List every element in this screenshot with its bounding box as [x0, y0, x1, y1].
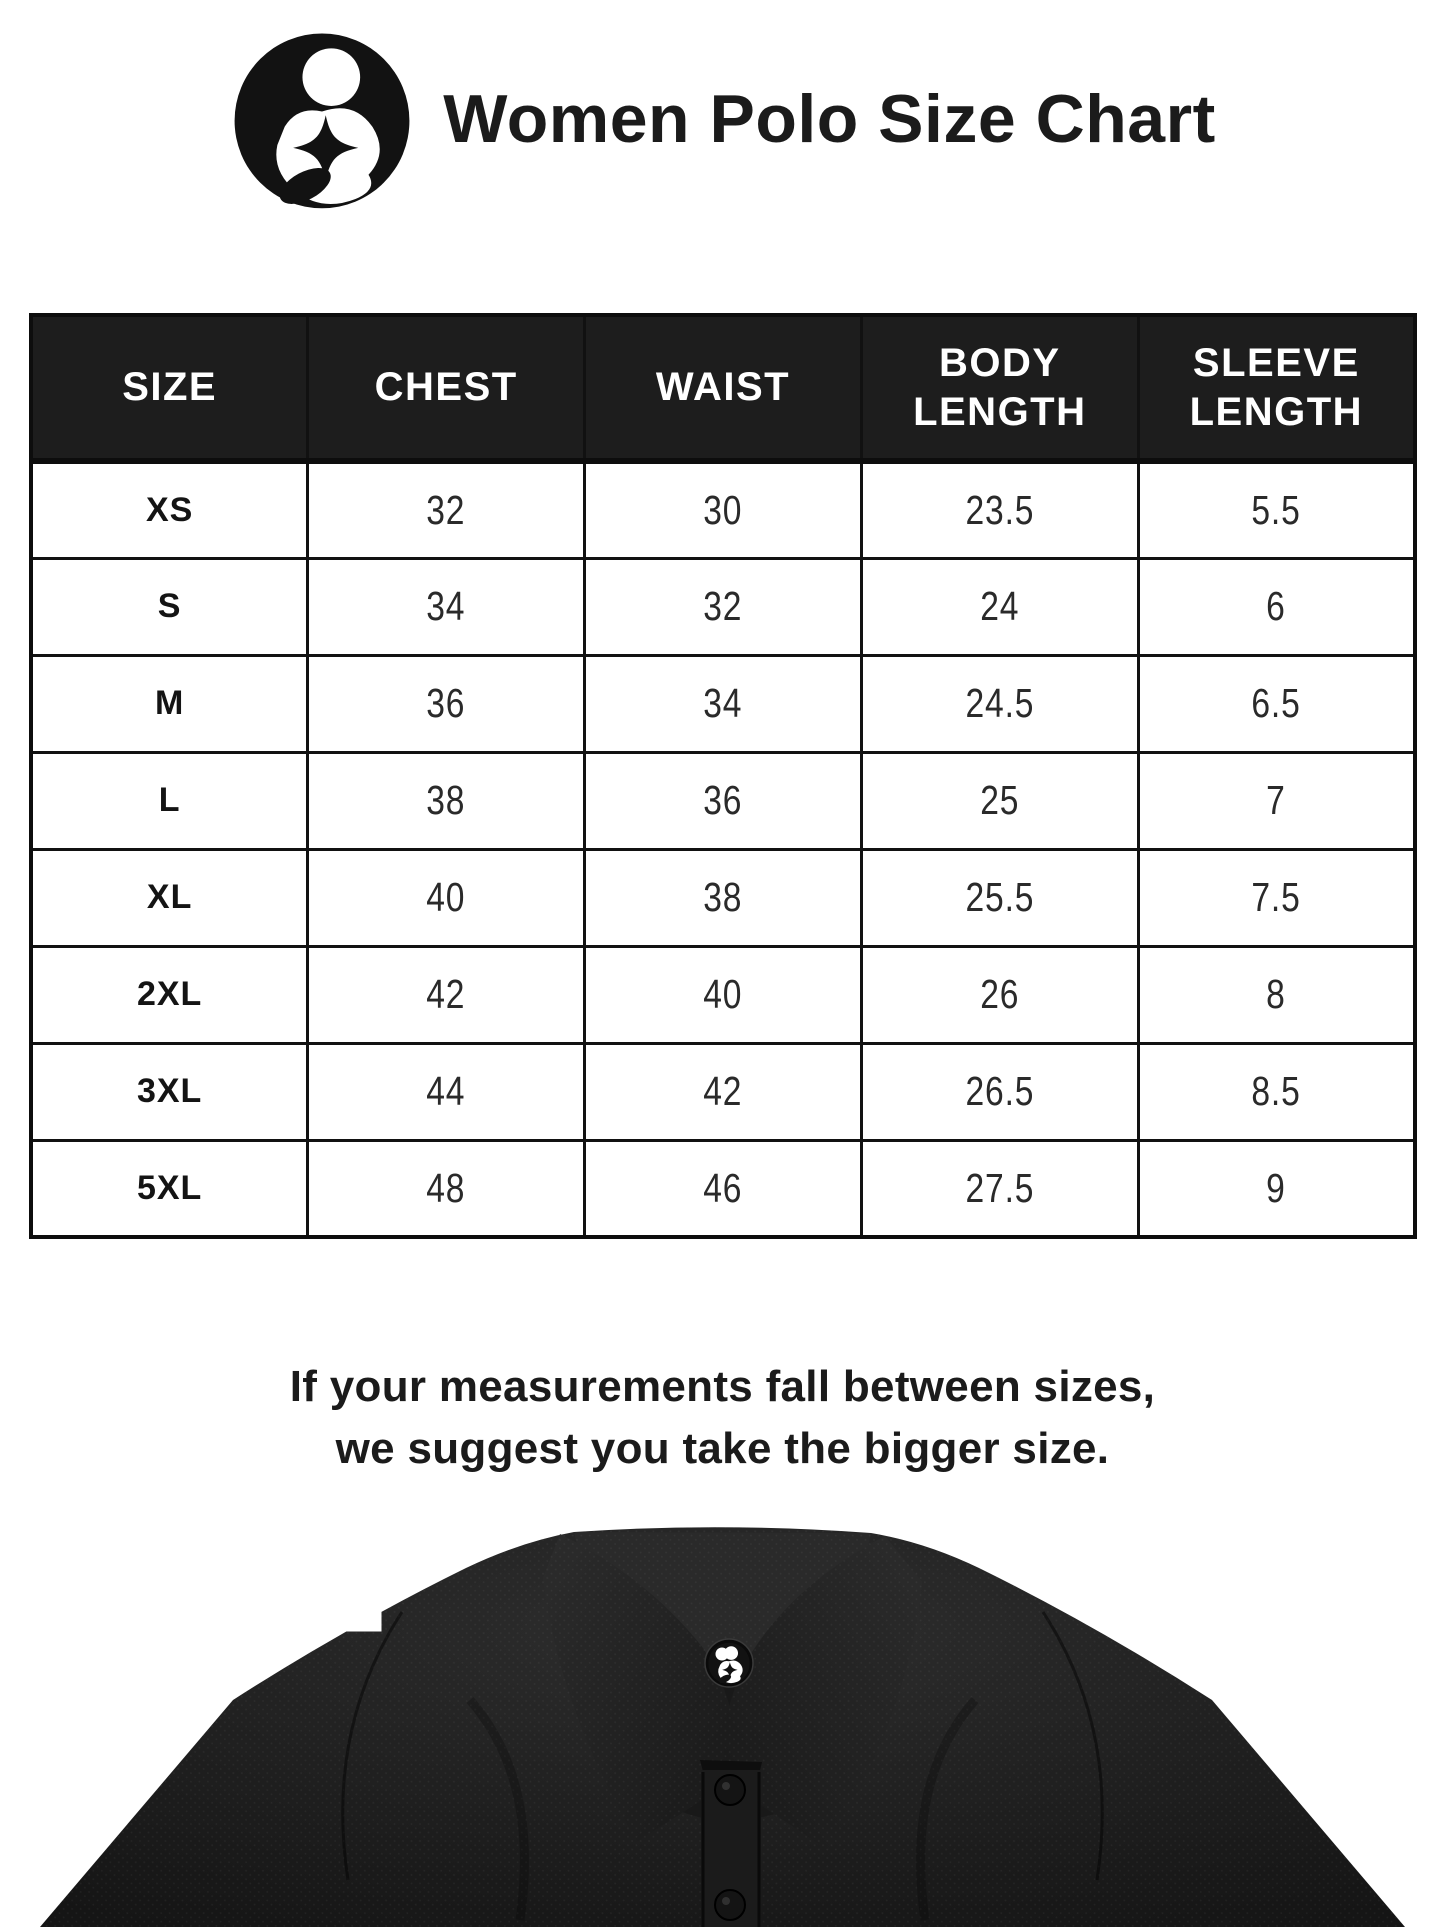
size-cell: XL [31, 849, 308, 946]
size-table-header [31, 315, 1415, 461]
body-length-cell: 26.5 [861, 1043, 1138, 1140]
column-header-body-length: BODY LENGTH [861, 315, 1138, 461]
sleeve-length-cell: 5.5 [1138, 461, 1415, 558]
table-row-3xl [31, 1043, 1415, 1140]
sizing-note-line1: If your measurements fall between sizes, [289, 1362, 1156, 1411]
body-length-cell: 25 [861, 752, 1138, 849]
size-cell: S [31, 558, 308, 655]
size-cell: 5XL [31, 1140, 308, 1237]
table-row-2xl [31, 946, 1415, 1043]
body-length-cell: 26 [861, 946, 1138, 1043]
table-row-5xl [31, 1140, 1415, 1237]
size-cell: XS [31, 461, 308, 558]
sleeve-length-cell: 8.5 [1138, 1043, 1415, 1140]
table-row-xl [31, 849, 1415, 946]
sleeve-length-cell: 6 [1138, 558, 1415, 655]
waist-cell: 42 [585, 1043, 862, 1140]
body-length-cell: 24 [861, 558, 1138, 655]
waist-cell: 34 [585, 655, 862, 752]
waist-cell: 40 [585, 946, 862, 1043]
sizing-note [0, 1356, 1445, 1480]
sleeve-length-cell: 9 [1138, 1140, 1415, 1237]
column-header-waist: WAIST [585, 315, 862, 461]
waist-cell: 46 [585, 1140, 862, 1237]
waist-cell: 36 [585, 752, 862, 849]
size-cell: L [31, 752, 308, 849]
table-row-m [31, 655, 1415, 752]
column-header-size: SIZE [31, 315, 308, 461]
page-title: Women Polo Size Chart [443, 81, 1216, 157]
chest-cell: 40 [308, 849, 585, 946]
brand-header [0, 26, 1445, 212]
sleeve-length-cell: 7 [1138, 752, 1415, 849]
waist-cell: 32 [585, 558, 862, 655]
size-table-body [31, 461, 1415, 1237]
sleeve-length-cell: 6.5 [1138, 655, 1415, 752]
chest-cell: 42 [308, 946, 585, 1043]
sleeve-length-cell: 7.5 [1138, 849, 1415, 946]
header-row [31, 315, 1415, 461]
body-length-cell: 25.5 [861, 849, 1138, 946]
body-length-cell: 23.5 [861, 461, 1138, 558]
waist-cell: 38 [585, 849, 862, 946]
chest-cell: 38 [308, 752, 585, 849]
size-chart-table [29, 313, 1417, 1239]
sizing-note-line2: we suggest you take the bigger size. [335, 1424, 1110, 1473]
shirt-placket [701, 1770, 761, 1927]
sleeve-length-cell: 8 [1138, 946, 1415, 1043]
chest-cell: 36 [308, 655, 585, 752]
waist-cell: 30 [585, 461, 862, 558]
table-row-s [31, 558, 1415, 655]
brand-logo-icon [229, 26, 415, 212]
column-header-sleeve-length: SLEEVE LENGTH [1138, 315, 1415, 461]
body-length-cell: 27.5 [861, 1140, 1138, 1237]
polo-shirt-photo [0, 1520, 1445, 1927]
polo-button [715, 1775, 745, 1805]
size-cell: 3XL [31, 1043, 308, 1140]
body-length-cell: 24.5 [861, 655, 1138, 752]
chest-cell: 48 [308, 1140, 585, 1237]
neck-badge-logo-icon [705, 1639, 753, 1687]
size-cell: 2XL [31, 946, 308, 1043]
chest-cell: 44 [308, 1043, 585, 1140]
size-cell: M [31, 655, 308, 752]
table-row-xs [31, 461, 1415, 558]
polo-button [715, 1890, 745, 1920]
table-row-l [31, 752, 1415, 849]
chest-cell: 34 [308, 558, 585, 655]
chest-cell: 32 [308, 461, 585, 558]
column-header-chest: CHEST [308, 315, 585, 461]
